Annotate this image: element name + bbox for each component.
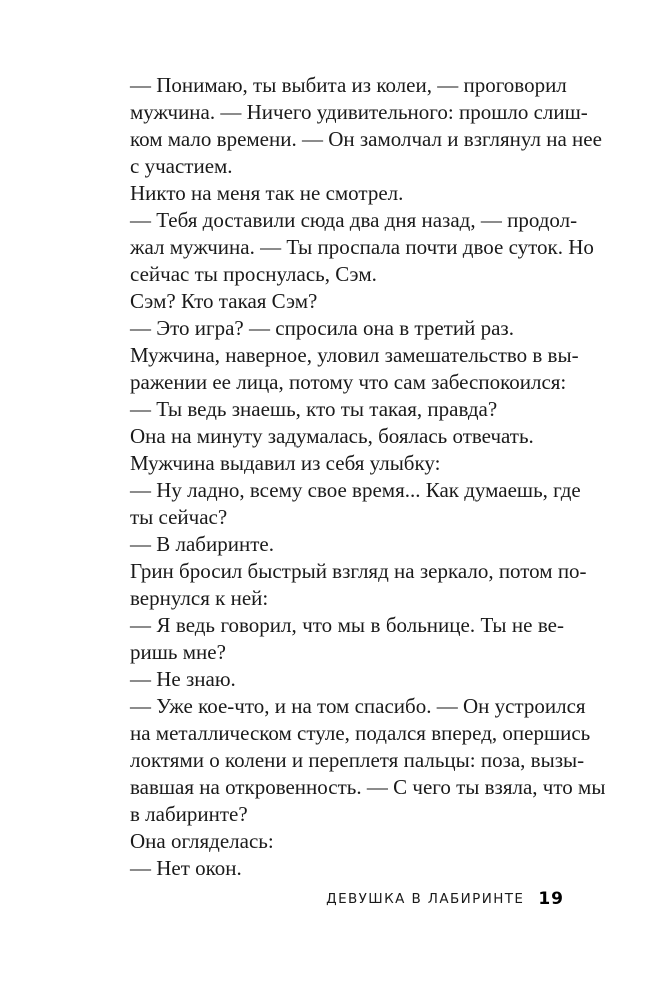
paragraph [108, 72, 602, 180]
text-line: ты сейчас? [130, 505, 228, 529]
text-line: — Уже кое-что, и на том спасибо. — Он устроился [130, 694, 586, 718]
text-line: мужчина. — Ничего удивительного: прошло слиш- [130, 100, 588, 124]
paragraph [108, 666, 564, 693]
text-line: — Тебя доставили сюда два дня назад, — продол- [130, 208, 578, 232]
text-line: ришь мне? [130, 640, 226, 664]
paragraph [108, 396, 564, 423]
paragraph [108, 450, 564, 477]
text-line: в лабиринте? [130, 802, 248, 826]
text-line: вернулся к ней: [130, 586, 269, 610]
text-line: Она на минуту задумалась, боялась отвечать. [130, 424, 534, 448]
text-line: Сэм? Кто такая Сэм? [130, 289, 318, 313]
paragraph [108, 180, 564, 207]
text-line: локтями о колени и переплетя пальцы: поза, вызы- [130, 748, 585, 772]
paragraph [108, 855, 564, 882]
paragraph [108, 207, 594, 288]
text-line: ком мало времени. — Он замолчал и взглянул на нее [130, 127, 602, 151]
text-line: — Ты ведь знаешь, кто ты такая, правда? [130, 397, 498, 421]
paragraph [108, 477, 581, 531]
paragraph [108, 558, 587, 612]
text-line: Мужчина выдавил из себя улыбку: [130, 451, 441, 475]
running-head: ДЕВУШКА В ЛАБИРИНТЕ [326, 891, 525, 907]
text-line: — Не знаю. [130, 667, 236, 691]
paragraph [108, 531, 564, 558]
text-line: — Нет окон. [130, 856, 242, 880]
page-footer [108, 889, 564, 909]
text-line: — Ну ладно, всему свое время... Как думаешь, где [130, 478, 581, 502]
paragraph [108, 828, 564, 855]
text-line: — Это игра? — спросила она в третий раз. [130, 316, 514, 340]
text-line: — Понимаю, ты выбита из колеи, — проговорил [130, 73, 567, 97]
text-line: с участием. [130, 154, 233, 178]
text-line: Мужчина, наверное, уловил замешательство в вы- [130, 343, 579, 367]
paragraph [108, 612, 564, 666]
page-number: 19 [538, 889, 564, 909]
text-line: жал мужчина. — Ты проспала почти двое суток. Но [130, 235, 594, 259]
paragraph [108, 693, 606, 828]
text-line: — В лабиринте. [130, 532, 274, 556]
text-line: Она огляделась: [130, 829, 274, 853]
text-line: на металлическом стуле, подался вперед, опершись [130, 721, 591, 745]
text-line: Грин бросил быстрый взгляд на зеркало, потом по- [130, 559, 587, 583]
paragraph [108, 423, 564, 450]
text-line: Никто на меня так не смотрел. [130, 181, 404, 205]
paragraph [108, 288, 564, 315]
paragraph [108, 315, 564, 342]
paragraph [108, 342, 579, 396]
text-line: ражении ее лица, потому что сам забеспокоился: [130, 370, 567, 394]
text-line: вавшая на откровенность. — С чего ты взяла, что мы [130, 775, 606, 799]
text-line: сейчас ты проснулась, Сэм. [130, 262, 377, 286]
body-text [108, 72, 606, 882]
text-line: — Я ведь говорил, что мы в больнице. Ты не ве- [130, 613, 564, 637]
